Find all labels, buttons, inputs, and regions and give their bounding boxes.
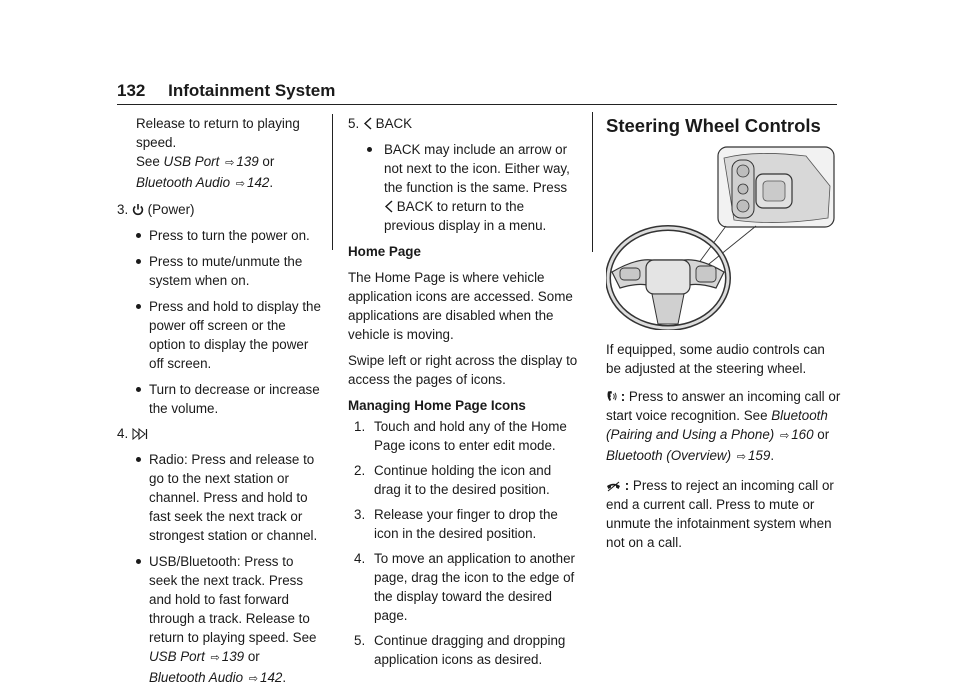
column-divider-right xyxy=(592,112,593,252)
step5-bullet-text-b: BACK to return to the previous display in a menu. xyxy=(384,199,547,233)
intro-or: or xyxy=(258,154,275,169)
bluetooth-audio-link[interactable]: Bluetooth Audio xyxy=(136,175,231,190)
usb-port-page[interactable]: 139 xyxy=(236,154,259,169)
bluetooth-audio-link[interactable]: Bluetooth Audio xyxy=(149,670,244,685)
call-colon: : xyxy=(617,389,629,404)
phone-voice-icon xyxy=(606,390,617,403)
back-chevron-icon xyxy=(363,117,372,130)
bluetooth-audio-page[interactable]: 142 xyxy=(247,175,270,190)
column-2 xyxy=(348,114,578,669)
step-5-number: 5. xyxy=(348,116,360,131)
bluetooth-overview-page[interactable]: 159 xyxy=(747,448,771,463)
step3-bullet: Press and hold to display the power off screen or the option to display the power off screen. xyxy=(117,297,323,373)
intro-see: See xyxy=(136,154,164,169)
steering-wheel-figure xyxy=(606,146,840,330)
list-item xyxy=(348,505,578,543)
usb-port-page[interactable]: 139 xyxy=(221,649,245,664)
home-page-paragraph: The Home Page is where vehicle application icons are accessed. Some applications are disabled when the vehicle is moving. xyxy=(348,270,573,342)
end-call-paragraph xyxy=(606,476,842,552)
bluetooth-audio-page[interactable]: 142 xyxy=(260,670,283,685)
page-ref-arrow-icon: ⇨ xyxy=(235,178,246,190)
step3-bullet: Press to turn the power on. xyxy=(117,226,323,245)
end-call-icon xyxy=(606,481,621,492)
usb-port-link[interactable]: USB Port xyxy=(163,154,220,169)
list-text: Continue holding the icon and drag it to the desired position. xyxy=(374,463,552,497)
column-1 xyxy=(117,114,323,689)
list-text: Release your finger to drop the icon in the desired position. xyxy=(374,507,558,541)
list-item xyxy=(348,417,578,455)
page-number: 132 xyxy=(117,81,146,100)
managing-icons-heading: Managing Home Page Icons xyxy=(348,398,526,413)
call-period: . xyxy=(770,448,775,463)
column-3 xyxy=(606,114,842,552)
page-ref-arrow-icon: ⇨ xyxy=(225,157,235,169)
step4-bullet-usb xyxy=(117,552,323,689)
step4-period: . xyxy=(282,670,287,685)
step4-or: or xyxy=(244,649,260,664)
step-4 xyxy=(117,424,323,443)
steering-intro-paragraph: If equipped, some audio controls can be adjusted at the steering wheel. xyxy=(606,342,825,376)
step5-bullet-text-a: BACK may include an arrow or not next to the icon. Either way, the function is the same. Press xyxy=(384,142,570,195)
list-number: 2. xyxy=(354,463,366,478)
list-item xyxy=(348,461,578,499)
column-divider-left xyxy=(332,114,333,250)
list-text: Touch and hold any of the Home Page icons to enter edit mode. xyxy=(374,419,567,453)
chapter-title: Infotainment System xyxy=(168,81,336,100)
step-5-label: BACK xyxy=(375,116,413,131)
page-ref-arrow-icon: ⇨ xyxy=(736,451,746,463)
step3-bullet: Turn to decrease or increase the volume. xyxy=(117,380,323,418)
step3-bullet: Press to mute/unmute the system when on. xyxy=(117,252,323,290)
step-4-number: 4. xyxy=(117,426,129,441)
intro-paragraph xyxy=(117,114,323,194)
list-number: 4. xyxy=(354,551,366,566)
call-text: Press to answer an incoming call or start voice recognition. See xyxy=(606,389,841,423)
end-call-text: Press to reject an incoming call or end a current call. Press to mute or unmute the infotainment system when not on a call. xyxy=(606,478,834,550)
usb-port-link[interactable]: USB Port xyxy=(149,649,205,664)
call-button-paragraph xyxy=(606,387,842,467)
step-3 xyxy=(117,200,323,219)
step-3-label: (Power) xyxy=(147,202,195,217)
call-or: or xyxy=(813,427,830,442)
step-3-number: 3. xyxy=(117,202,129,217)
bluetooth-pairing-page[interactable]: 160 xyxy=(791,427,814,442)
back-chevron-icon xyxy=(384,200,393,213)
step-5 xyxy=(348,114,578,133)
list-number: 1. xyxy=(354,419,366,434)
page-ref-arrow-icon: ⇨ xyxy=(248,673,259,685)
home-page-heading: Home Page xyxy=(348,244,421,259)
page-ref-arrow-icon: ⇨ xyxy=(779,430,790,442)
list-number: 3. xyxy=(354,507,366,522)
list-text: To move an application to another page, drag the icon to the edge of the display toward the desired page. xyxy=(374,551,575,623)
home-page-swipe-paragraph: Swipe left or right across the display to access the pages of icons. xyxy=(348,353,578,387)
power-icon xyxy=(132,203,144,216)
bluetooth-pairing-link[interactable]: Bluetooth (Pairing and Using a Phone) xyxy=(606,408,828,442)
list-item xyxy=(348,549,578,625)
step5-bullet xyxy=(348,140,578,235)
list-item xyxy=(348,631,578,669)
end-colon: : xyxy=(621,478,633,493)
step4-bullet-radio: Radio: Press and release to go to the next station or channel. Press and hold to fast seek the next track or strongest station or channel. xyxy=(117,450,323,545)
bluetooth-overview-link[interactable]: Bluetooth (Overview) xyxy=(606,448,732,463)
page-header xyxy=(117,80,837,105)
intro-text: Release to return to playing speed. xyxy=(136,116,300,150)
list-number: 5. xyxy=(354,633,366,648)
seek-next-icon xyxy=(132,428,148,440)
page-ref-arrow-icon: ⇨ xyxy=(210,652,220,664)
intro-period: . xyxy=(269,175,274,190)
step4-usb-text: USB/Bluetooth: Press to seek the next track. Press and hold to fast forward through a track. Release to return to playing speed. See xyxy=(149,554,317,645)
steering-wheel-illustration xyxy=(606,146,840,330)
section-title: Steering Wheel Controls xyxy=(606,115,821,136)
list-text: Continue dragging and dropping application icons as desired. xyxy=(374,633,566,667)
